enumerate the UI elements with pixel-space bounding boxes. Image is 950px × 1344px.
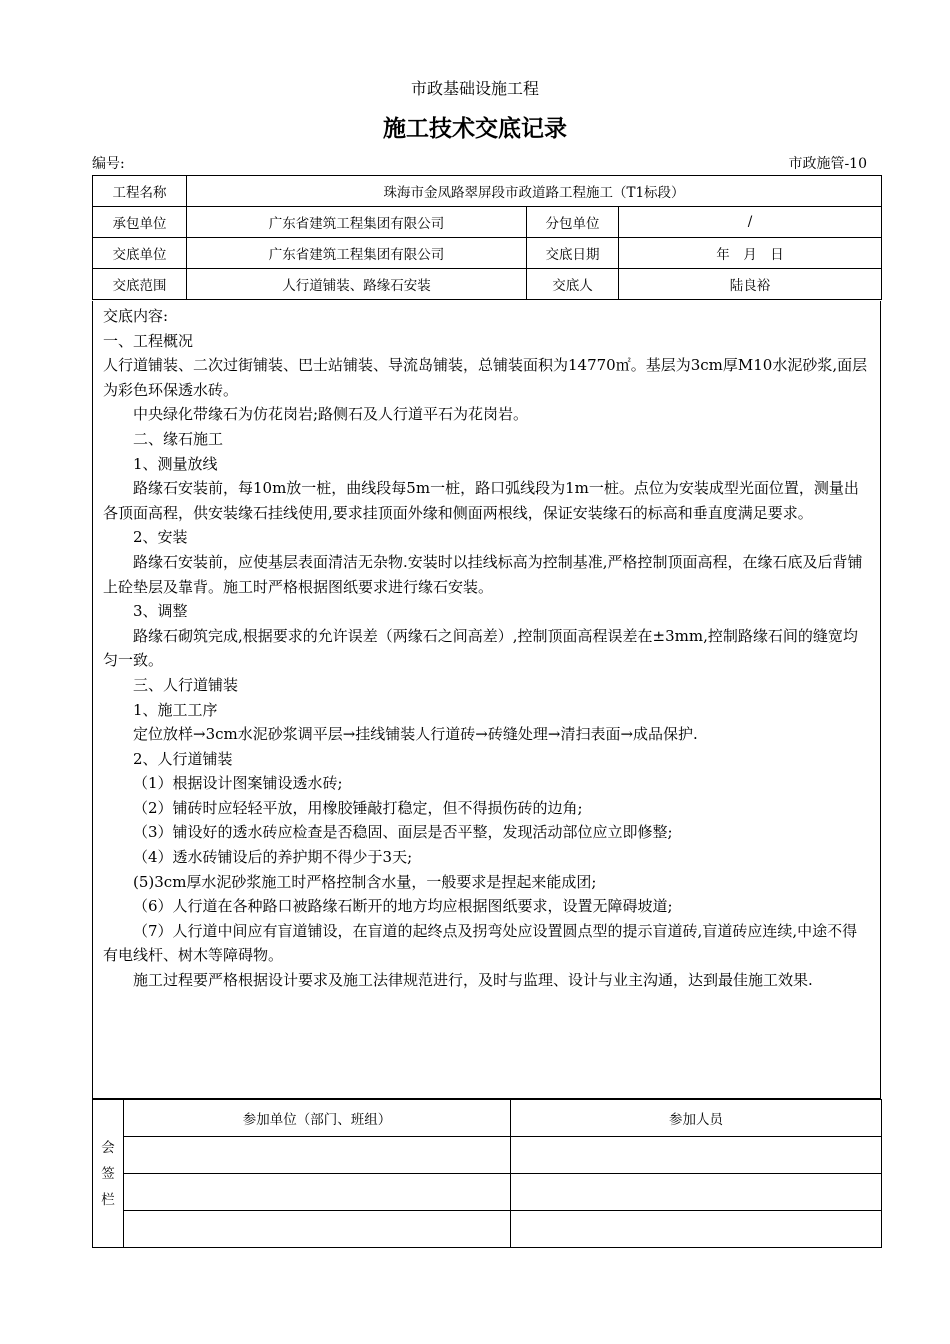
project-row (93, 176, 882, 207)
content-paragraph: 2、安装 (133, 528, 188, 547)
content-paragraph: (5)3cm厚水泥砂浆施工时严格控制含水量，一般要求是捏起来能成团; (133, 872, 597, 891)
signoff-row (93, 1137, 882, 1174)
content-paragraph: 3、调整 (133, 602, 188, 621)
handover-unit-label: 交底单位 (93, 238, 187, 269)
contractor-row (93, 207, 882, 238)
form-number: 市政施管-10 (788, 156, 867, 172)
unit-cell[interactable] (124, 1174, 511, 1211)
side-char: 签 (101, 1165, 115, 1182)
content-paragraph: 路缘石安装前，应使基层表面清洁无杂物.安装时以挂线标高为控制基准,严格控制顶面高程，在缘石底及后背铺上砼垫层及靠背。施工时严格根据图纸要求进行缘石安装。 (103, 552, 863, 596)
people-cell[interactable] (511, 1174, 882, 1211)
content-paragraph: 路缘石砌筑完成,根据要求的允许误差（两缘石之间高差）,控制顶面高程误差在±3mm,控制路缘石间的缝宽均匀一致。 (103, 626, 858, 670)
content-paragraph: （1）根据设计图案铺设透水砖; (133, 774, 343, 793)
content-paragraph: （7）人行道中间应有盲道铺设，在盲道的起终点及拐弯处应设置圆点型的提示盲道砖,盲道砖应连续,中途不得有电线杆、树木等障碍物。 (103, 921, 858, 965)
handover-date-label: 交底日期 (527, 238, 619, 269)
content-paragraph: 一、工程概况 (103, 331, 194, 350)
signoff-side-label (93, 1100, 124, 1248)
content-paragraph: 三、人行道铺装 (133, 675, 239, 694)
document-title: 施工技术交底记录 (383, 116, 567, 142)
content-paragraph: （3）铺设好的透水砖应检查是否稳固、面层是否平整，发现活动部位应立即修整; (133, 823, 673, 842)
side-char: 会 (101, 1139, 115, 1156)
scope-label: 交底范围 (93, 269, 187, 300)
content-paragraph: 人行道铺装、二次过街铺装、巴士站铺装、导流岛铺装，总铺装面积为14770㎡。基层为3cm厚M10水泥砂浆,面层为彩色环保透水砖。 (103, 356, 868, 399)
content-paragraph: （4）透水砖铺设后的养护期不得少于3天; (133, 848, 413, 867)
content-label: 交底内容: (103, 307, 169, 325)
content-paragraph: 施工过程要严格根据设计要求及施工法律规范进行，及时与监理、设计与业主沟通，达到最佳施工效果. (133, 971, 813, 990)
content-paragraph: 路缘石安装前，每10m放一桩，曲线段每5m一桩，路口弧线段为1m一桩。点位为安装成型光面位置，测量出各顶面高程，供安装缘石挂线使用,要求挂顶面外缘和侧面两根线，保证安装缘石的标高和垂直度满足要求。 (103, 479, 859, 522)
signoff-row (93, 1211, 882, 1248)
people-column-header: 参加人员 (511, 1100, 882, 1137)
scope-value: 人行道铺装、路缘石安装 (187, 269, 527, 300)
people-cell[interactable] (511, 1137, 882, 1174)
content-paragraph: 中央绿化带缘石为仿花岗岩;路侧石及人行道平石为花岗岩。 (133, 405, 529, 424)
handover-row (93, 238, 882, 269)
unit-cell[interactable] (124, 1211, 511, 1248)
side-char: 栏 (101, 1191, 115, 1208)
unit-cell[interactable] (124, 1137, 511, 1174)
content-paragraph: 2、人行道铺装 (133, 749, 233, 768)
contractor-label: 承包单位 (93, 207, 187, 238)
subcontractor-value: / (619, 207, 882, 238)
signoff-table (92, 1099, 882, 1248)
handover-person-value: 陆良裕 (619, 269, 882, 300)
content-paragraph: （6）人行道在各种路口被路缘石断开的地方均应根据图纸要求，设置无障碍坡道; (133, 897, 673, 916)
signoff-header-row (93, 1100, 882, 1137)
handover-unit-value: 广东省建筑工程集团有限公司 (187, 238, 527, 269)
project-name-label: 工程名称 (93, 176, 187, 207)
handover-person-label: 交底人 (527, 269, 619, 300)
content-box (92, 301, 881, 1099)
people-cell[interactable] (511, 1211, 882, 1248)
handover-date-value: 年 月 日 (619, 238, 882, 269)
units-column-header: 参加单位（部门、班组） (124, 1100, 511, 1137)
signoff-row (93, 1174, 882, 1211)
content-paragraph: 1、施工工序 (133, 700, 218, 719)
contractor-value: 广东省建筑工程集团有限公司 (187, 207, 527, 238)
project-name-value: 珠海市金凤路翠屏段市政道路工程施工（T1标段） (187, 176, 882, 207)
content-paragraph: 定位放样→3cm水泥砂浆调平层→挂线铺装人行道砖→砖缝处理→清扫表面→成品保护. (133, 725, 698, 744)
content-body (93, 301, 880, 993)
scope-row (93, 269, 882, 300)
document-subtitle: 市政基础设施工程 (410, 79, 539, 98)
content-paragraph: （2）铺砖时应轻轻平放，用橡胶锤敲打稳定，但不得损伤砖的边角; (133, 798, 583, 817)
serial-label: 编号: (92, 156, 125, 172)
content-paragraph: 二、缘石施工 (133, 429, 224, 448)
content-paragraph: 1、测量放线 (133, 454, 218, 473)
info-table (92, 175, 882, 300)
subcontractor-label: 分包单位 (527, 207, 619, 238)
